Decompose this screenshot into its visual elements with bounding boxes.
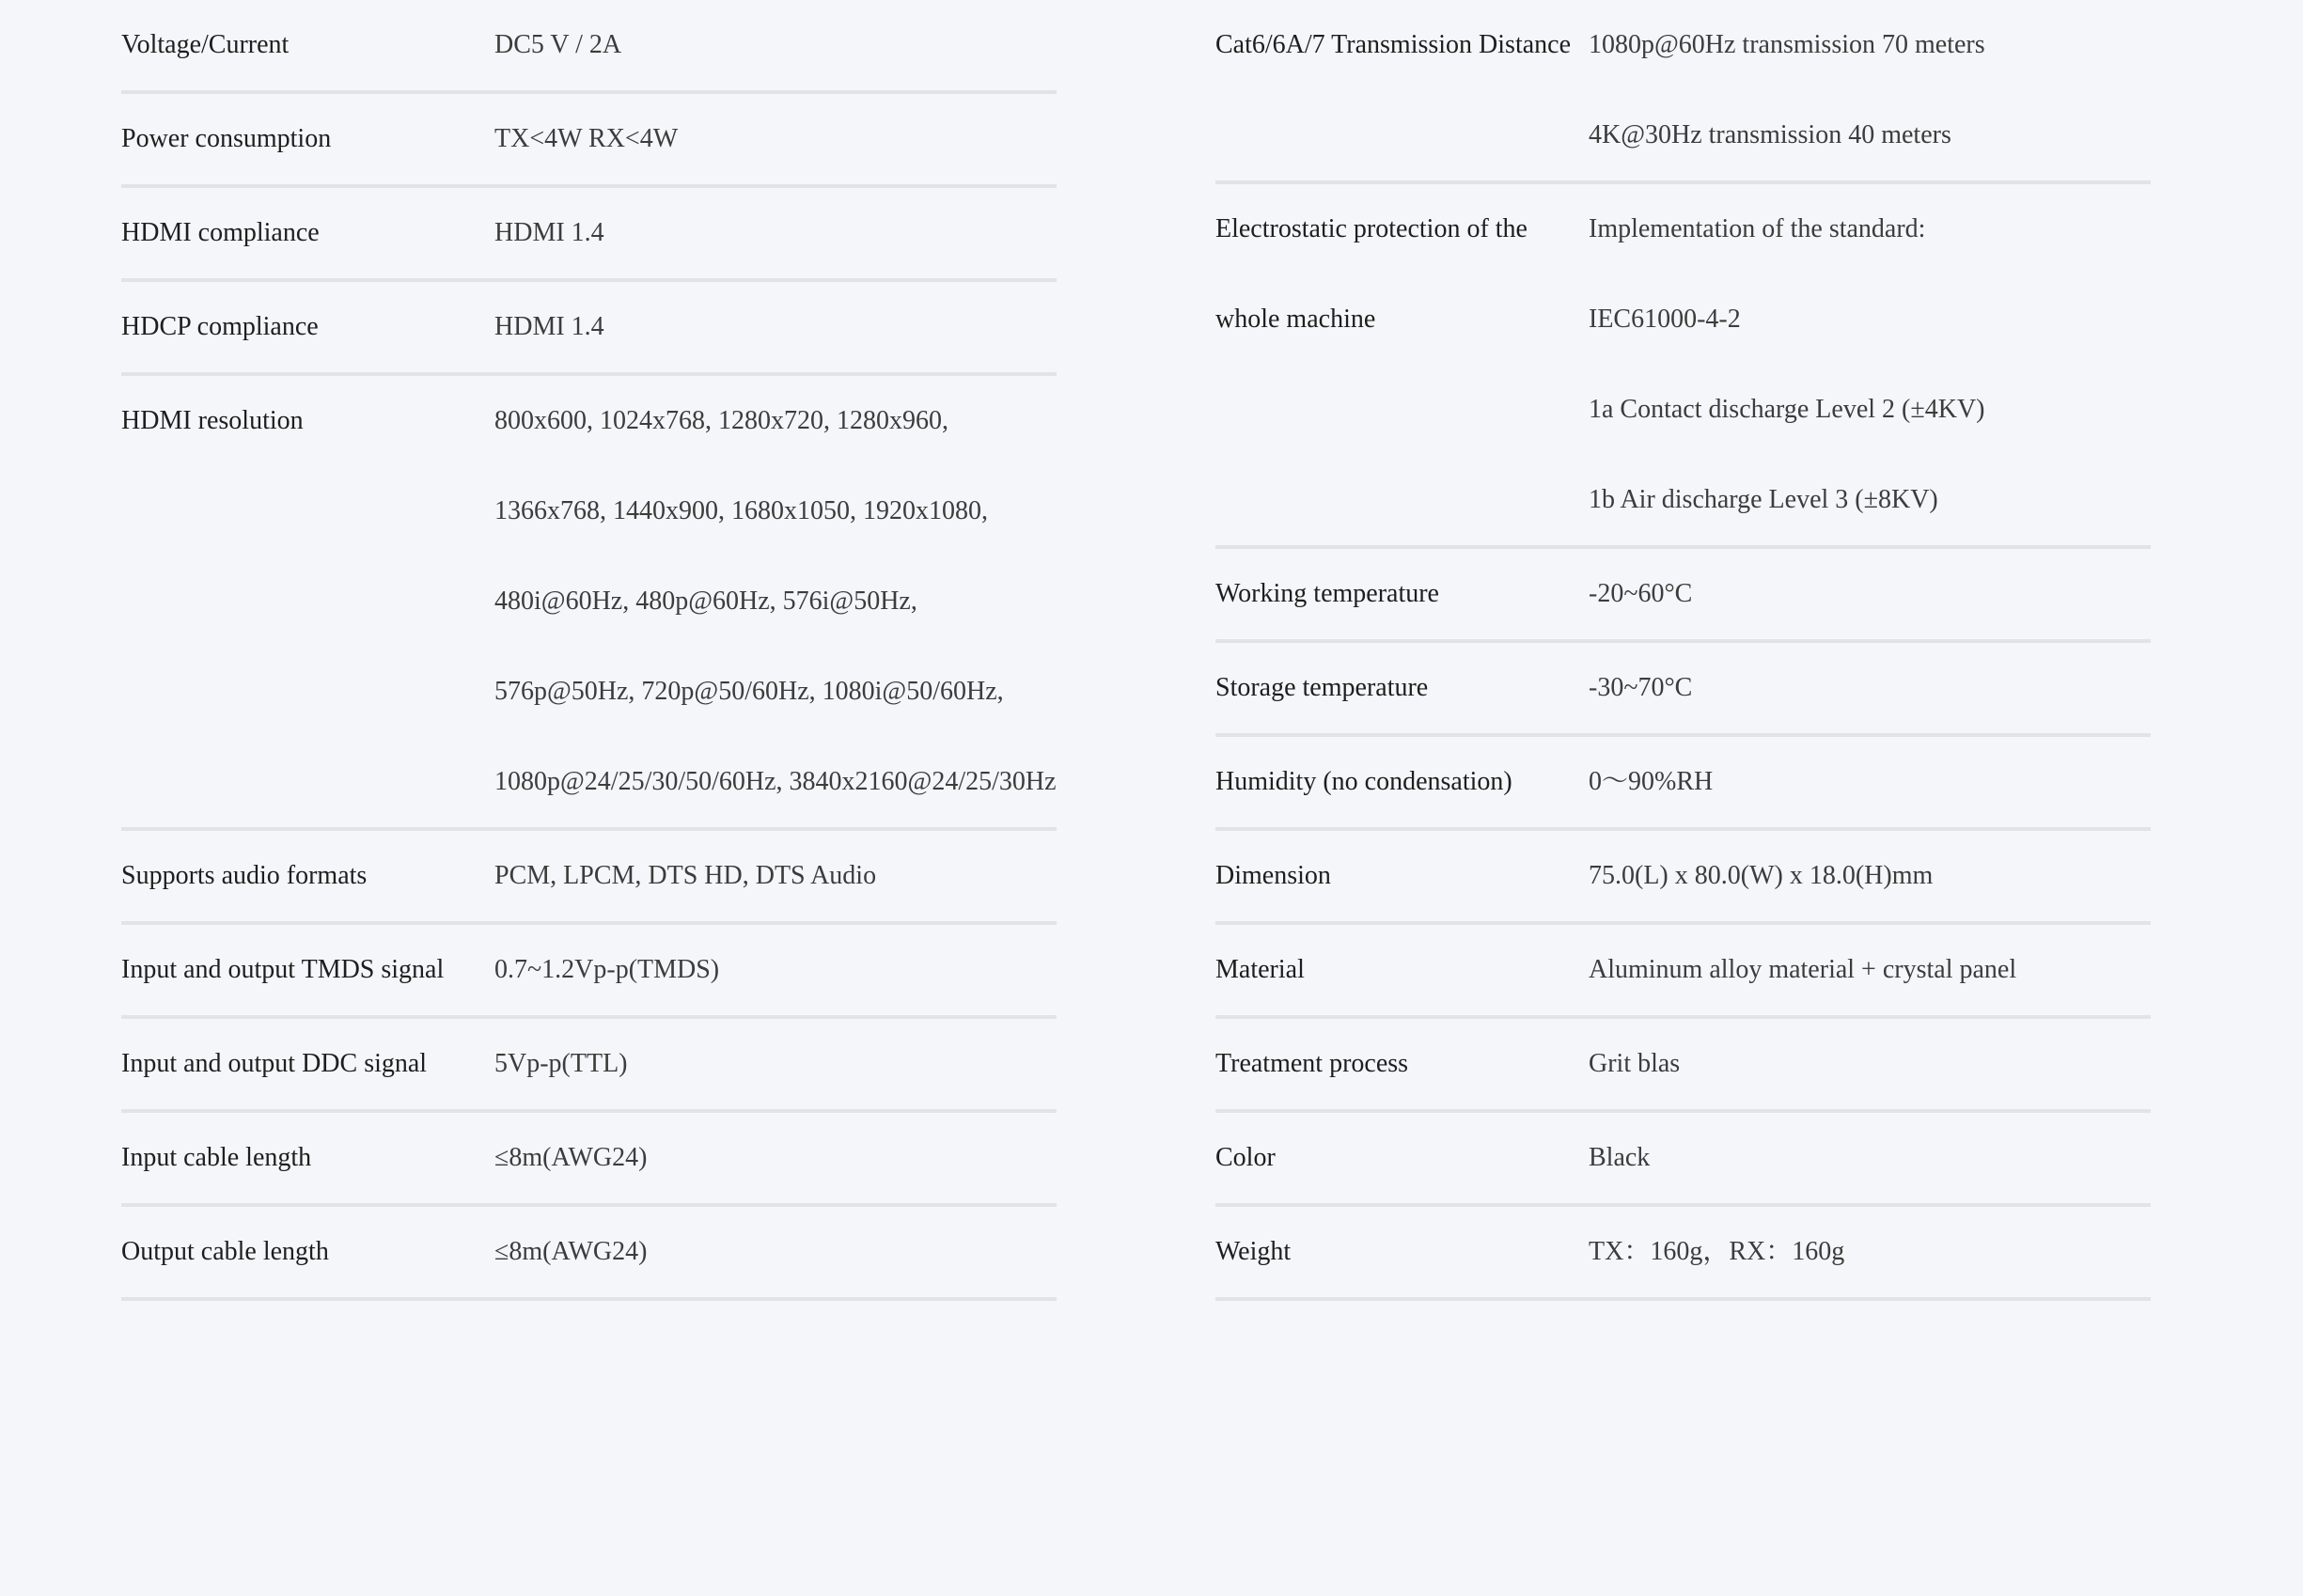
spec-row-hdmi-resolution xyxy=(121,376,1057,831)
spec-value: 800x600, 1024x768, 1280x720, 1280x960, xyxy=(494,406,948,435)
spec-values xyxy=(1589,1113,2151,1203)
spec-value: 480i@60Hz, 480p@60Hz, 576i@50Hz, xyxy=(494,587,917,616)
spec-value: TX<4W RX<4W xyxy=(494,124,679,153)
spec-value: 75.0(L) x 80.0(W) x 18.0(H)mm xyxy=(1589,861,1934,890)
spec-label: Working temperature xyxy=(1215,579,1439,608)
spec-values xyxy=(494,831,1057,921)
spec-value: PCM, LPCM, DTS HD, DTS Audio xyxy=(494,861,877,890)
spec-value: Aluminum alloy material + crystal panel xyxy=(1589,955,2017,984)
spec-value: 1a Contact discharge Level 2 (±4KV) xyxy=(1589,395,1985,424)
spec-value: 5Vp-p(TTL) xyxy=(494,1049,628,1078)
spec-values xyxy=(494,188,1057,278)
spec-value: 0.7~1.2Vp-p(TMDS) xyxy=(494,955,720,984)
spec-row-dimension xyxy=(1215,831,2151,925)
spec-values xyxy=(494,282,1057,372)
spec-row-hdcp-compliance xyxy=(121,282,1057,376)
spec-value: 0～90%RH xyxy=(1589,767,1714,796)
spec-value: Grit blas xyxy=(1589,1049,1681,1078)
spec-label: Input and output DDC signal xyxy=(121,1049,428,1078)
spec-row-output-cable-length xyxy=(121,1207,1057,1301)
spec-value: 576p@50Hz, 720p@50/60Hz, 1080i@50/60Hz, xyxy=(494,677,1004,706)
spec-row-electrostatic-protection xyxy=(1215,184,2151,549)
spec-row-storage-temperature xyxy=(1215,643,2151,737)
spec-label: HDCP compliance xyxy=(121,312,319,341)
spec-label: Humidity (no condensation) xyxy=(1215,767,1512,796)
spec-row-voltage-current xyxy=(121,0,1057,94)
spec-values xyxy=(1589,925,2151,1015)
spec-row-audio-formats xyxy=(121,831,1057,925)
spec-value: 1080p@60Hz transmission 70 meters xyxy=(1589,30,1985,59)
spec-value: 1b Air discharge Level 3 (±8KV) xyxy=(1589,485,1938,514)
spec-row-input-cable-length xyxy=(121,1113,1057,1207)
spec-label: Color xyxy=(1215,1143,1276,1172)
spec-value: Black xyxy=(1589,1143,1651,1172)
spec-values xyxy=(494,1207,1057,1297)
spec-label: Cat6/6A/7 Transmission Distance xyxy=(1215,30,1572,59)
spec-row-ddc-signal xyxy=(121,1019,1057,1113)
spec-label: Dimension xyxy=(1215,861,1331,890)
spec-values xyxy=(494,376,1057,827)
spec-row-humidity xyxy=(1215,737,2151,831)
spec-row-weight xyxy=(1215,1207,2151,1301)
spec-values xyxy=(494,0,1057,90)
spec-row-power-consumption xyxy=(121,94,1057,188)
spec-row-working-temperature xyxy=(1215,549,2151,643)
spec-table-right xyxy=(1215,0,2151,1301)
spec-value: 1080p@24/25/30/50/60Hz, 3840x2160@24/25/30Hz xyxy=(494,767,1057,796)
spec-table-left xyxy=(121,0,1057,1301)
spec-values xyxy=(494,1113,1057,1203)
spec-label: Weight xyxy=(1215,1237,1292,1266)
spec-label: Storage temperature xyxy=(1215,673,1429,702)
spec-row-tmds-signal xyxy=(121,925,1057,1019)
spec-values xyxy=(1589,549,2151,639)
spec-row-hdmi-compliance xyxy=(121,188,1057,282)
spec-values xyxy=(494,94,1057,184)
spec-value: HDMI 1.4 xyxy=(494,218,604,247)
spec-values xyxy=(1589,831,2151,921)
spec-label: HDMI compliance xyxy=(121,218,320,247)
spec-label-line: Electrostatic protection of the xyxy=(1215,214,1528,243)
spec-value: 1366x768, 1440x900, 1680x1050, 1920x1080, xyxy=(494,496,988,525)
spec-value: ≤8m(AWG24) xyxy=(494,1143,648,1172)
spec-values xyxy=(494,925,1057,1015)
spec-values xyxy=(1589,643,2151,733)
spec-row-material xyxy=(1215,925,2151,1019)
spec-row-treatment-process xyxy=(1215,1019,2151,1113)
spec-label: Input cable length xyxy=(121,1143,312,1172)
spec-label: Power consumption xyxy=(121,124,332,153)
spec-label: Supports audio formats xyxy=(121,861,368,890)
spec-value: IEC61000-4-2 xyxy=(1589,305,1741,334)
spec-label: Input and output TMDS signal xyxy=(121,955,445,984)
spec-value: -20~60°C xyxy=(1589,579,1693,608)
spec-values xyxy=(1589,737,2151,827)
spec-value: -30~70°C xyxy=(1589,673,1693,702)
spec-values xyxy=(1589,1207,2151,1297)
spec-label: HDMI resolution xyxy=(121,406,304,435)
spec-values xyxy=(1589,184,2151,545)
spec-values xyxy=(1589,0,2151,180)
spec-label xyxy=(1215,184,1589,545)
spec-label: Treatment process xyxy=(1215,1049,1409,1078)
spec-value: DC5 V / 2A xyxy=(494,30,622,59)
spec-label: Material xyxy=(1215,955,1305,984)
spec-value: 4K@30Hz transmission 40 meters xyxy=(1589,120,1951,149)
spec-row-color xyxy=(1215,1113,2151,1207)
spec-value: TX：160g，RX：160g xyxy=(1589,1237,1845,1266)
spec-label-line: whole machine xyxy=(1215,305,1376,334)
spec-value: Implementation of the standard: xyxy=(1589,214,1926,243)
spec-value: HDMI 1.4 xyxy=(494,312,604,341)
spec-row-transmission-distance xyxy=(1215,0,2151,184)
spec-label: Voltage/Current xyxy=(121,30,290,59)
spec-values xyxy=(494,1019,1057,1109)
spec-value: ≤8m(AWG24) xyxy=(494,1237,648,1266)
spec-label: Output cable length xyxy=(121,1237,329,1266)
spec-values xyxy=(1589,1019,2151,1109)
